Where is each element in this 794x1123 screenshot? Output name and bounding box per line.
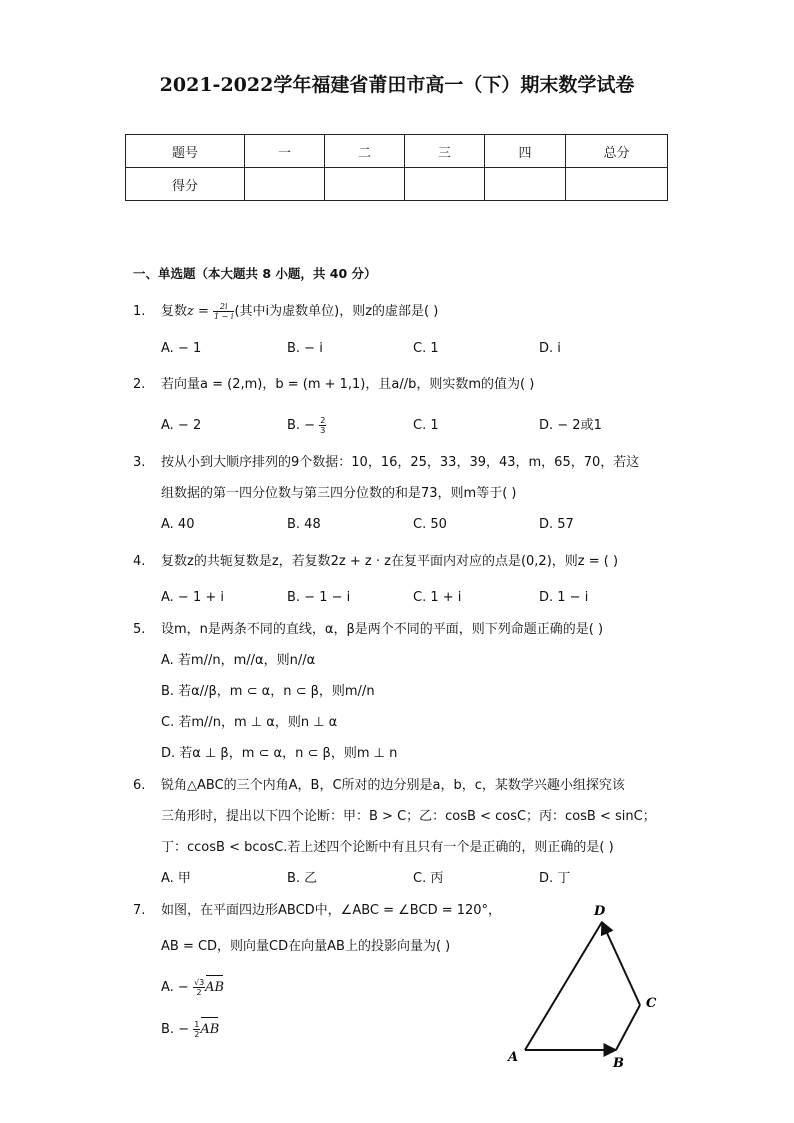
option-d[interactable]: D. − 2或1 bbox=[539, 418, 602, 433]
score-cell bbox=[405, 168, 485, 201]
section-heading: 一、单选题（本大题共 8 小题，共 40 分） bbox=[133, 266, 377, 281]
score-row-label: 得分 bbox=[126, 168, 245, 201]
option-a[interactable] bbox=[161, 978, 224, 998]
score-cell bbox=[485, 168, 566, 201]
option-text: B. − bbox=[161, 1022, 190, 1037]
option-c[interactable]: C. 1 bbox=[413, 418, 439, 433]
question-number: 5. bbox=[133, 622, 146, 637]
option-b[interactable]: B. 乙 bbox=[287, 871, 318, 886]
question-text: (其中i为虚数单位)，则z的虚部是( ) bbox=[234, 304, 439, 319]
fraction-denominator: 1 − i bbox=[214, 312, 234, 321]
score-table-score-row bbox=[126, 168, 668, 201]
option-c[interactable]: C. 丙 bbox=[413, 871, 444, 886]
question-number: 1. bbox=[133, 304, 146, 319]
fraction-denominator: 3 bbox=[320, 426, 326, 435]
question-4 bbox=[133, 552, 618, 572]
option-a[interactable]: A. 40 bbox=[161, 517, 195, 532]
label-c: C bbox=[646, 996, 657, 1011]
option-a[interactable]: A. − 2 bbox=[161, 418, 202, 433]
score-cell bbox=[566, 168, 668, 201]
fraction-numerator: 2 bbox=[320, 416, 326, 425]
exam-title: 2021-2022学年福建省莆田市高一（下）期末数学试卷 bbox=[159, 74, 635, 96]
option-c[interactable]: C. 若m//n，m ⊥ α，则n ⊥ α bbox=[161, 715, 338, 730]
option-b[interactable]: B. − i bbox=[287, 341, 323, 356]
question-text: 按从小到大顺序排列的9个数据：10，16，25，33，39，43，m，65，70，若这 bbox=[161, 455, 640, 470]
score-cell bbox=[325, 168, 405, 201]
option-a[interactable]: A. 甲 bbox=[161, 871, 191, 886]
option-c[interactable]: C. 50 bbox=[413, 517, 447, 532]
score-header-cell: 二 bbox=[325, 135, 405, 168]
question-text: 锐角△ABC的三个内角A，B，C所对的边分别是a，b，c，某数学兴趣小组探究该 bbox=[161, 778, 625, 793]
option-a[interactable]: A. − 1 + i bbox=[161, 590, 224, 605]
fraction-denominator: 2 bbox=[194, 1030, 200, 1039]
option-c[interactable]: C. 1 bbox=[413, 341, 439, 356]
score-header-cell: 题号 bbox=[126, 135, 245, 168]
option-d[interactable]: D. 若α ⊥ β，m ⊂ α，n ⊂ β，则m ⊥ n bbox=[161, 746, 398, 761]
fraction-numerator: 1 bbox=[194, 1020, 200, 1029]
vector-cd-arrow bbox=[602, 922, 640, 1005]
score-table bbox=[125, 134, 668, 201]
question-3 bbox=[133, 453, 639, 473]
option-d[interactable]: D. i bbox=[539, 341, 561, 356]
question-text: 丁：ccosB < bcosC.若上述四个论断中有且只有一个是正确的，则正确的是( ) bbox=[161, 840, 614, 855]
vector-ab: AB bbox=[205, 978, 224, 998]
question-text: 复数 bbox=[161, 304, 188, 319]
segment-bc bbox=[616, 1005, 640, 1050]
option-d[interactable]: D. 57 bbox=[539, 517, 574, 532]
option-d[interactable]: D. 1 − i bbox=[539, 590, 589, 605]
question-text: 三角形时，提出以下四个论断：甲：B > C；乙：cosB < cosC；丙：cosB < sinC； bbox=[161, 809, 656, 824]
option-b[interactable]: B. 若α//β，m ⊂ α，n ⊂ β，则m//n bbox=[161, 684, 375, 699]
question-number: 2. bbox=[133, 377, 146, 392]
option-b[interactable] bbox=[287, 416, 326, 436]
option-text: A. − bbox=[161, 980, 189, 995]
question-text: 若向量a = (2,m)，b = (m + 1,1)，且a//b，则实数m的值为( ) bbox=[161, 377, 535, 392]
score-table-header-row bbox=[126, 135, 668, 168]
label-a: A bbox=[508, 1050, 519, 1065]
vector-ab: AB bbox=[200, 1020, 219, 1040]
option-text: B. − bbox=[287, 418, 316, 433]
score-cell bbox=[245, 168, 325, 201]
question-text: 设m，n是两条不同的直线，α，β是两个不同的平面，则下列命题正确的是( ) bbox=[161, 622, 604, 637]
fraction bbox=[193, 978, 205, 997]
question-2 bbox=[133, 375, 534, 395]
option-b[interactable]: B. 48 bbox=[287, 517, 321, 532]
segment-ad bbox=[525, 922, 602, 1050]
question-number: 7. bbox=[133, 903, 146, 918]
fraction bbox=[319, 416, 326, 435]
quadrilateral-figure bbox=[500, 900, 680, 1080]
fraction bbox=[213, 302, 234, 321]
option-b[interactable] bbox=[161, 1020, 219, 1040]
question-1 bbox=[133, 302, 438, 322]
fraction-denominator: 2 bbox=[196, 988, 202, 997]
score-header-cell: 一 bbox=[245, 135, 325, 168]
option-c[interactable]: C. 1 + i bbox=[413, 590, 462, 605]
question-text: 如图，在平面四边形ABCD中，∠ABC = ∠BCD = 120°， bbox=[161, 903, 502, 918]
question-7 bbox=[133, 901, 501, 921]
question-6 bbox=[133, 776, 625, 796]
option-b[interactable]: B. − 1 − i bbox=[287, 590, 351, 605]
question-number: 6. bbox=[133, 778, 146, 793]
question-text: 复数z的共轭复数是z，若复数2z + z · z在复平面内对应的点是(0,2)，则z = ( ) bbox=[161, 554, 619, 569]
fraction-numerator: 2i bbox=[213, 302, 234, 312]
score-header-cell: 总分 bbox=[566, 135, 668, 168]
option-a[interactable]: A. 若m//n，m//α，则n//α bbox=[161, 653, 316, 668]
score-header-cell: 三 bbox=[405, 135, 485, 168]
score-header-cell: 四 bbox=[485, 135, 566, 168]
question-number: 4. bbox=[133, 554, 146, 569]
question-text: AB = CD，则向量CD在向量AB上的投影向量为( ) bbox=[161, 939, 451, 954]
label-d: D bbox=[594, 904, 606, 919]
option-a[interactable]: A. − 1 bbox=[161, 341, 202, 356]
math-expr: z = bbox=[187, 304, 209, 319]
question-text: 组数据的第一四分位数与第三四分位数的和是73，则m等于( ) bbox=[161, 486, 517, 501]
question-5 bbox=[133, 620, 603, 640]
fraction-numerator: √3 bbox=[193, 978, 205, 987]
label-b: B bbox=[613, 1056, 624, 1071]
option-d[interactable]: D. 丁 bbox=[539, 871, 571, 886]
question-number: 3. bbox=[133, 455, 146, 470]
